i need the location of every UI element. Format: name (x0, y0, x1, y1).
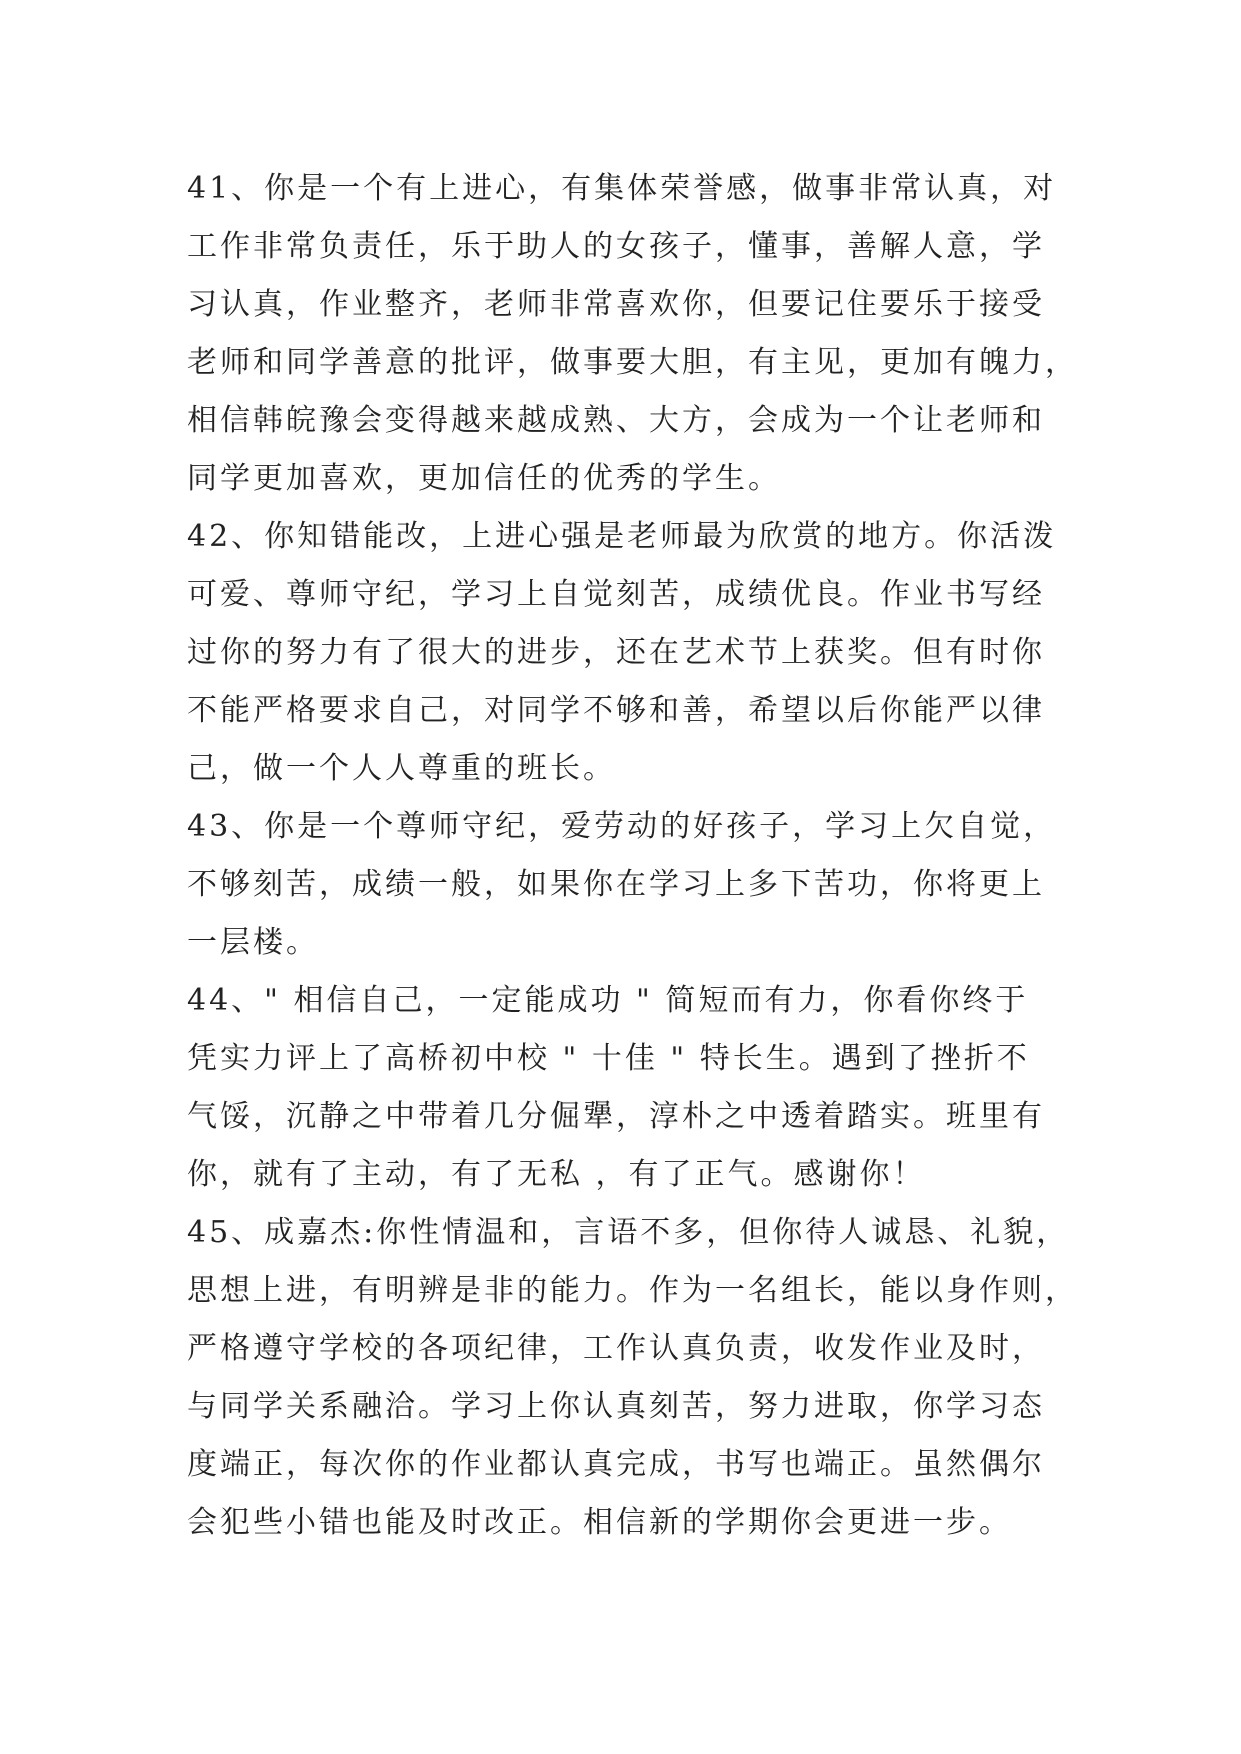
text-line-11: 己，做一个人人尊重的班长。 (187, 751, 616, 786)
text-line-6: 同学更加喜欢，更加信任的优秀的学生。 (187, 461, 781, 496)
text-line-22: 与同学关系融洽。学习上你认真刻苦，努力进取，你学习态 (187, 1389, 1045, 1424)
text-line-10: 不能严格要求自己，对同学不够和善，希望以后你能严以律 (187, 693, 1045, 728)
text-line-2: 工作非常负责任，乐于助人的女孩子，懂事，善解人意，学 (187, 229, 1045, 264)
text-line-7: 42、你知错能改，上进心强是老师最为欣赏的地方。你活泼 (187, 519, 1057, 554)
text-line-20: 思想上进，有明辨是非的能力。作为一名组长，能以身作则， (187, 1273, 1078, 1308)
text-line-23: 度端正，每次你的作业都认真完成，书写也端正。虽然偶尔 (187, 1447, 1045, 1482)
text-line-9: 过你的努力有了很大的进步，还在艺术节上获奖。但有时你 (187, 635, 1045, 670)
text-line-14: 一层楼。 (187, 925, 319, 960)
text-line-12: 43、你是一个尊师守纪，爱劳动的好孩子，学习上欠自觉， (187, 809, 1057, 844)
text-line-16: 凭实力评上了高桥初中校 " 十佳 " 特长生。遇到了挫折不 (187, 1041, 1030, 1076)
text-line-19: 45、成嘉杰:你性情温和，言语不多，但你待人诚恳、礼貌， (187, 1215, 1070, 1250)
text-line-17: 气馁，沉静之中带着几分倔犟，淳朴之中透着踏实。班里有 (187, 1099, 1045, 1134)
text-line-5: 相信韩皖豫会变得越来越成熟、大方，会成为一个让老师和 (187, 403, 1045, 438)
text-line-15: 44、" 相信自己，一定能成功 " 简短而有力，你看你终于 (187, 983, 1029, 1018)
document-body (187, 160, 1078, 1552)
text-line-3: 习认真，作业整齐，老师非常喜欢你，但要记住要乐于接受 (187, 287, 1045, 322)
text-line-13: 不够刻苦，成绩一般，如果你在学习上多下苦功，你将更上 (187, 867, 1045, 902)
text-line-21: 严格遵守学校的各项纪律，工作认真负责，收发作业及时， (187, 1331, 1045, 1366)
text-line-18: 你，就有了主动，有了无私 ，有了正气。感谢你！ (187, 1157, 926, 1192)
text-line-8: 可爱、尊师守纪，学习上自觉刻苦，成绩优良。作业书写经 (187, 577, 1045, 612)
text-line-4: 老师和同学善意的批评，做事要大胆，有主见，更加有魄力， (187, 345, 1078, 380)
text-line-24: 会犯些小错也能及时改正。相信新的学期你会更进一步。 (187, 1505, 1012, 1540)
text-line-1: 41、你是一个有上进心，有集体荣誉感，做事非常认真，对 (187, 171, 1057, 206)
